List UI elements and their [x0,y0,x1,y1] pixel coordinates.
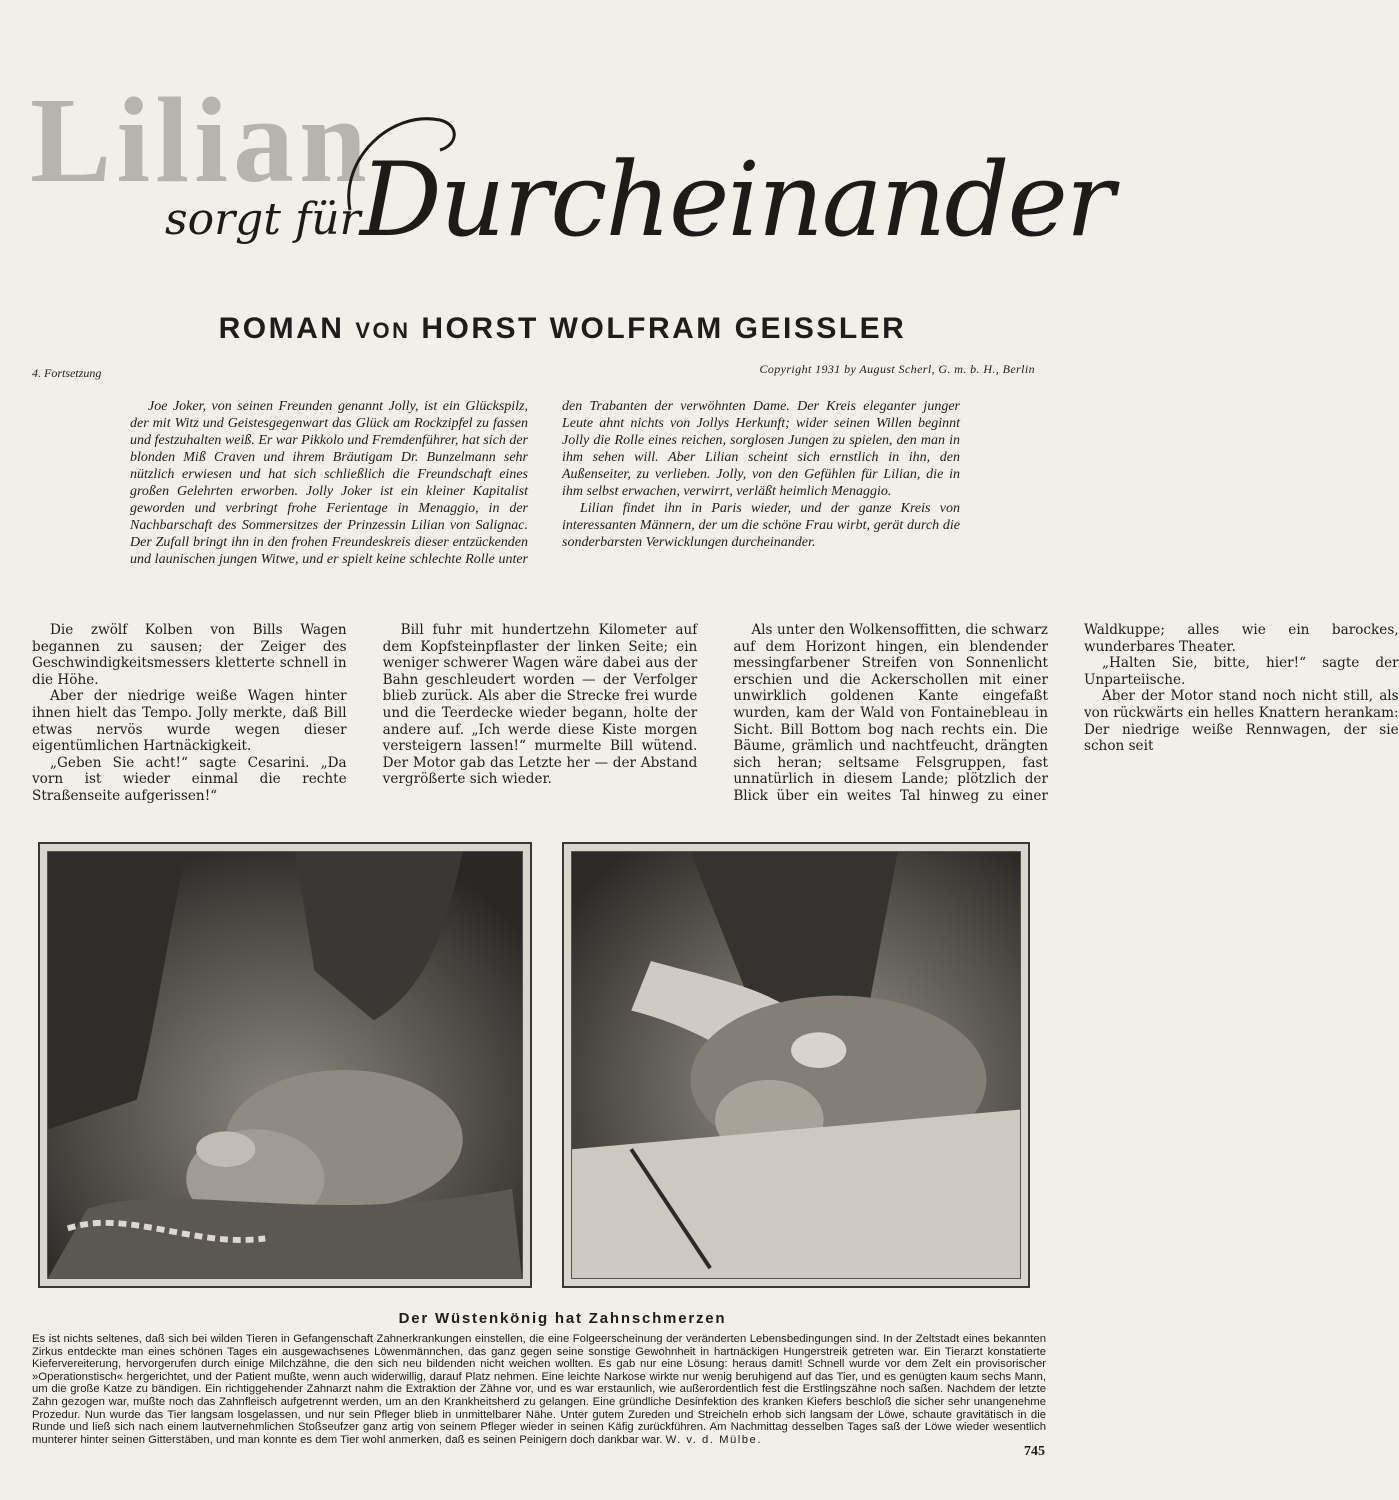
story-paragraph: Bill fuhr mit hundertzehn Kilometer auf dem Kopfsteinpflaster der linken Seite; ein weniger schwerer Wagen wäre dabei aus der Bahn geschleudert worden — der Verfolger blieb zurück. Als aber die Strecke frei wurde und die Teerdecke wieder begann, holte der andere auf. „Ich werde diese Kiste morgen versteigern lassen!“ murmelte Bill wütend. Der Motor gab das Letzte her — der Abstand vergrößerte sich wieder. [382,622,698,788]
lion-photo-right-image [572,852,1020,1278]
photo-lion-left [38,842,532,1288]
title-lilian: Lilian [30,73,372,208]
byline-author: HORST WOLFRAM GEISSLER [421,312,907,345]
byline-von: VON [355,318,411,343]
hand [196,1131,255,1167]
photo-caption-text [32,1333,1046,1446]
story-paragraph: Aber der niedrige weiße Wagen hinter ihnen hielt das Tempo. Jolly merkte, daß Bill etwas nervös wurde wegen dieser eigentümlichen Hartnäckigkeit. [32,688,347,755]
caption-signature: W. v. d. Mülbe. [665,1433,762,1446]
title-sorgt-fuer: sorgt für [165,194,361,245]
caption-body: Es ist nichts seltenes, daß sich bei wilden Tieren in Gefangenschaft Zahnerkrankungen einstellen, die eine Folgeerscheinung der veränderten Lebensbedingungen sind. In der Zeltstadt eines bekannten Zirkus entdeckte man eines schönen Tages ein ausgewachsenes Löwenmännchen, das ganz gegen seine sonstige Gewohnheit in hartnäckigen Hungerstreik getreten war. Ein Tierarzt konstatierte Kiefervereiterung, hervorgerufen durch einige Milchzähne, die den sich neu bildenden nicht weichen wollten. Es gab nur eine Lösung: heraus damit! Schnell wurde vor dem Zelt ein provisorischer »Operationstisch« hergerichtet, und der Patient mußte, wenn auch widerwillig, darauf Platz nehmen. Eine leichte Narkose wirkte nur wenig beruhigend auf das Tier, und es genügten kaum sechs Mann, um die große Katze zu bändigen. Ein richtiggehender Zahnarzt nahm die Extraktion der Zähne vor, und es war erstaunlich, wie außerordentlich fest die Erstlingszähne noch saßen. Nachdem der letzte Zahn gezogen war, mußte noch das Zahnfleisch aufgetrennt werden, um an den Krankheitsherd zu gelangen. Eine gründliche Desinfektion des kranken Kiefers beschloß die sicher sehr unangenehme Prozedur. Nun wurde das Tier langsam losgelassen, und nur sein Pfleger blieb in unmittelbarer Nähe. Unter gutem Zureden und Streicheln erhob sich langsam der Löwe, schaute gravitätisch in die Runde und ließ sich nach einem lautvernehmlichen Stoßseufzer ganz artig von seinem Pfleger wieder in seinen Käfig zurückführen. Am Nachmittag desselben Tages saß der Löwe wieder wesentlich munterer hinter seinen Gitterstäben, und man konnte es dem Tier wohl anmerken, daß es seinen Peinigern doch dankbar war. [32,1333,1046,1446]
story-paragraph: „Halten Sie, bitte, hier!“ sagte der Unparteiische. [1083,655,1399,688]
story-paragraph: Als unter den Wolkensoffitten, die schwarz auf dem Horizont hingen, ein blendender messingfarbener Streifen von Sonnenlicht erschien und die Ackerschollen mit einer unwirklich goldenen Kante eingefaßt wurden, kam der Wald von Fontainebleau in Sicht. Bill Bottom bog nach rechts ein. Die Bäume, grämlich und nachtfeucht, drängten sich heran; seltsame Felsgruppen, fast unnatürlich in diesem Lande; plötzlich der Blick über ein weites Tal hinweg zu einer Waldkuppe; alles wie ein barockes, wunderbares Theater. [733,622,1399,804]
photo-caption-title: Der Wüstenkönig hat Zahnschmerzen [398,1310,727,1327]
story-paragraph: Die zwölf Kolben von Bills Wagen begannen zu sausen; der Zeiger des Geschwindigkeitsmessers kletterte schnell in die Höhe. [32,622,347,688]
lion-photo-left-image [48,852,522,1278]
hand [791,1032,846,1068]
title-durcheinander: Durcheinander [360,141,1113,260]
photo-lion-left-frame [47,851,523,1279]
synopsis-paragraph: Lilian findet ihn in Paris wieder, und der ganze Kreis von interessanten Männern, der um die schöne Frau wirbt, gerät durch die sonderbarsten Verwicklungen durcheinander. [562,501,960,550]
byline [0,312,1125,346]
photo-lion-right-frame [571,851,1021,1279]
synopsis-paragraph: Joe Joker, von seinen Freunden genannt Jolly, ist ein Glückspilz, der mit Witz und Geistesgegenwart das Glück am Rockzipfel zu fassen und festzuhalten weiß. Er war Pikkolo und Fremdenführer, hat sich der blonden Miß Craven und ihrem Bräutigam Dr. Bunzelmann sehr nützlich erwiesen und hat sich schließlich die Freundschaft eines großen Gelehrten erworben. Jolly Joker ist ein kleiner Kapitalist geworden und verbringt frohe Ferientage in Menaggio, in der Nachbarschaft des Sommersitzes der Prinzessin Lilian von Salignac. Der Zufall bringt ihn in den frohen Freundeskreis dieser entzückenden und launischen jungen Witwe, und er spielt keine schlechte Rolle unter den Trabanten der verwöhnten Dame. Der Kreis eleganter junger Leute ahnt nichts von Jollys Herkunft; wider seinen Willen beginnt Jolly die Rolle eines reichen, sorglosen Jungen zu spielen, den man in ihm sehen will. Aber Lilian scheint sich ernstlich in ihn, den Außenseiter, zu verlieben. Jolly, von den Gefühlen für Lilian, die in ihm selbst erwachen, verwirrt, verläßt heimlich Menaggio. [130,399,960,567]
story-paragraph: „Geben Sie acht!“ sagte Cesarini. „Da vorn ist wieder einmal die rechte Straßenseite aufgerissen!“ [32,754,347,804]
installment-label: 4. Fortsetzung [32,366,102,380]
story-text [32,622,1399,820]
synopsis [130,398,960,568]
copyright-notice: Copyright 1931 by August Scherl, G. m. b. H., Berlin [759,362,1035,376]
story-paragraph: Aber der Motor stand noch nicht still, als von rückwärts ein helles Knattern herankam: Der niedrige weiße Rennwagen, der sie schon seit [1083,688,1399,755]
photo-lion-right [562,842,1030,1288]
byline-roman: ROMAN [218,312,345,345]
page-number: 745 [1024,1444,1045,1459]
